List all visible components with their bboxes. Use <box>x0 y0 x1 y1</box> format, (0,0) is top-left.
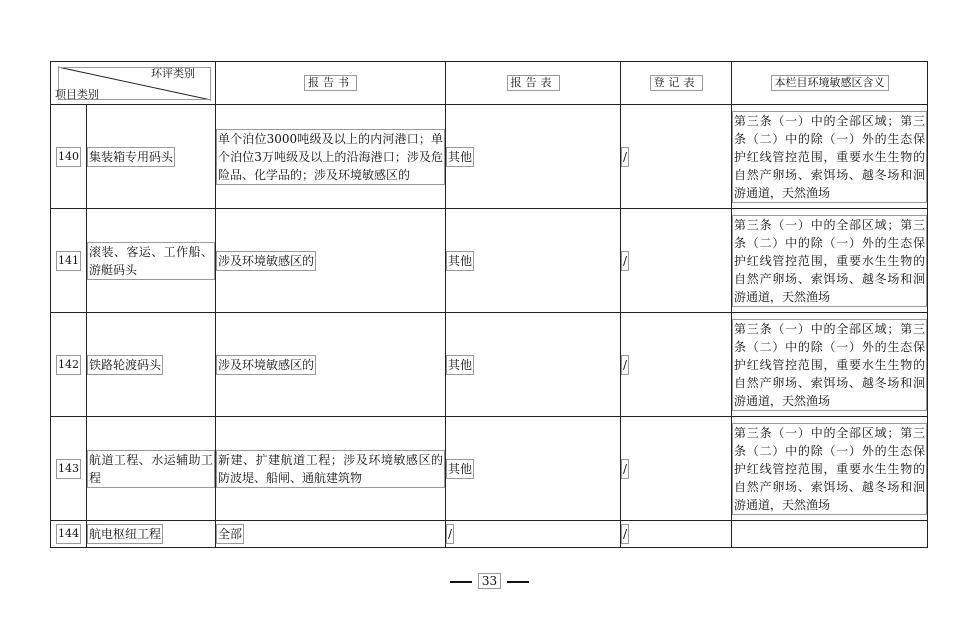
registration-form-cell: / <box>621 521 732 548</box>
project-category-cell: 航道工程、水运辅助工程 <box>87 417 216 521</box>
table-row <box>51 521 928 548</box>
row-number: 144 <box>51 521 87 548</box>
report-book-cell: 涉及环境敏感区的 <box>216 209 446 313</box>
page-number: 33 <box>478 573 501 589</box>
report-form-cell: / <box>446 521 621 548</box>
sensitive-area-cell: 第三条（一）中的全部区域；第三条（二）中的除（一）外的生态保护红线管控范围，重要水生生物的自然产卵场、索饵场、越冬场和洄游通道，天然渔场 <box>732 105 928 209</box>
sensitive-area-cell: 第三条（一）中的全部区域；第三条（二）中的除（一）外的生态保护红线管控范围，重要水生生物的自然产卵场、索饵场、越冬场和洄游通道，天然渔场 <box>732 417 928 521</box>
row-number: 141 <box>51 209 87 313</box>
report-book-header: 报告书 <box>216 62 446 105</box>
row-number: 140 <box>51 105 87 209</box>
registration-form-cell: / <box>621 209 732 313</box>
table-row <box>51 209 928 313</box>
report-book-cell: 涉及环境敏感区的 <box>216 313 446 417</box>
report-form-cell: 其他 <box>446 417 621 521</box>
project-category-cell: 集装箱专用码头 <box>87 105 216 209</box>
registration-form-header: 登记表 <box>621 62 732 105</box>
table-row <box>51 417 928 521</box>
row-number: 142 <box>51 313 87 417</box>
project-category-label: 项目类别 <box>55 88 99 101</box>
report-book-cell: 全部 <box>216 521 446 548</box>
report-book-cell: 单个泊位3000吨级及以上的内河港口；单个泊位3万吨级及以上的沿海港口；涉及危险品、化学品的；涉及环境敏感区的 <box>216 105 446 209</box>
report-form-cell: 其他 <box>446 209 621 313</box>
footer-dash-right <box>507 581 529 583</box>
sensitive-area-cell: 第三条（一）中的全部区域；第三条（二）中的除（一）外的生态保护红线管控范围，重要水生生物的自然产卵场、索饵场、越冬场和洄游通道，天然渔场 <box>732 313 928 417</box>
sensitive-area-header: 本栏目环境敏感区含义 <box>732 62 928 105</box>
page-footer <box>0 573 979 589</box>
eia-category-table <box>50 61 928 548</box>
footer-dash-left <box>450 581 472 583</box>
sensitive-area-cell <box>732 521 928 548</box>
report-form-header: 报告表 <box>446 62 621 105</box>
registration-form-cell: / <box>621 105 732 209</box>
report-book-cell: 新建、扩建航道工程；涉及环境敏感区的防波堤、船闸、通航建筑物 <box>216 417 446 521</box>
eia-category-label: 环评类别 <box>151 67 195 80</box>
table-row <box>51 313 928 417</box>
report-form-cell: 其他 <box>446 105 621 209</box>
table-header-row <box>51 62 928 105</box>
project-category-cell: 航电枢纽工程 <box>87 521 216 548</box>
registration-form-cell: / <box>621 417 732 521</box>
project-category-cell: 滚装、客运、工作船、游艇码头 <box>87 209 216 313</box>
table-row <box>51 105 928 209</box>
report-form-cell: 其他 <box>446 313 621 417</box>
project-category-cell: 铁路轮渡码头 <box>87 313 216 417</box>
sensitive-area-cell: 第三条（一）中的全部区域；第三条（二）中的除（一）外的生态保护红线管控范围，重要水生生物的自然产卵场、索饵场、越冬场和洄游通道，天然渔场 <box>732 209 928 313</box>
diagonal-header-cell <box>51 62 216 105</box>
registration-form-cell: / <box>621 313 732 417</box>
row-number: 143 <box>51 417 87 521</box>
